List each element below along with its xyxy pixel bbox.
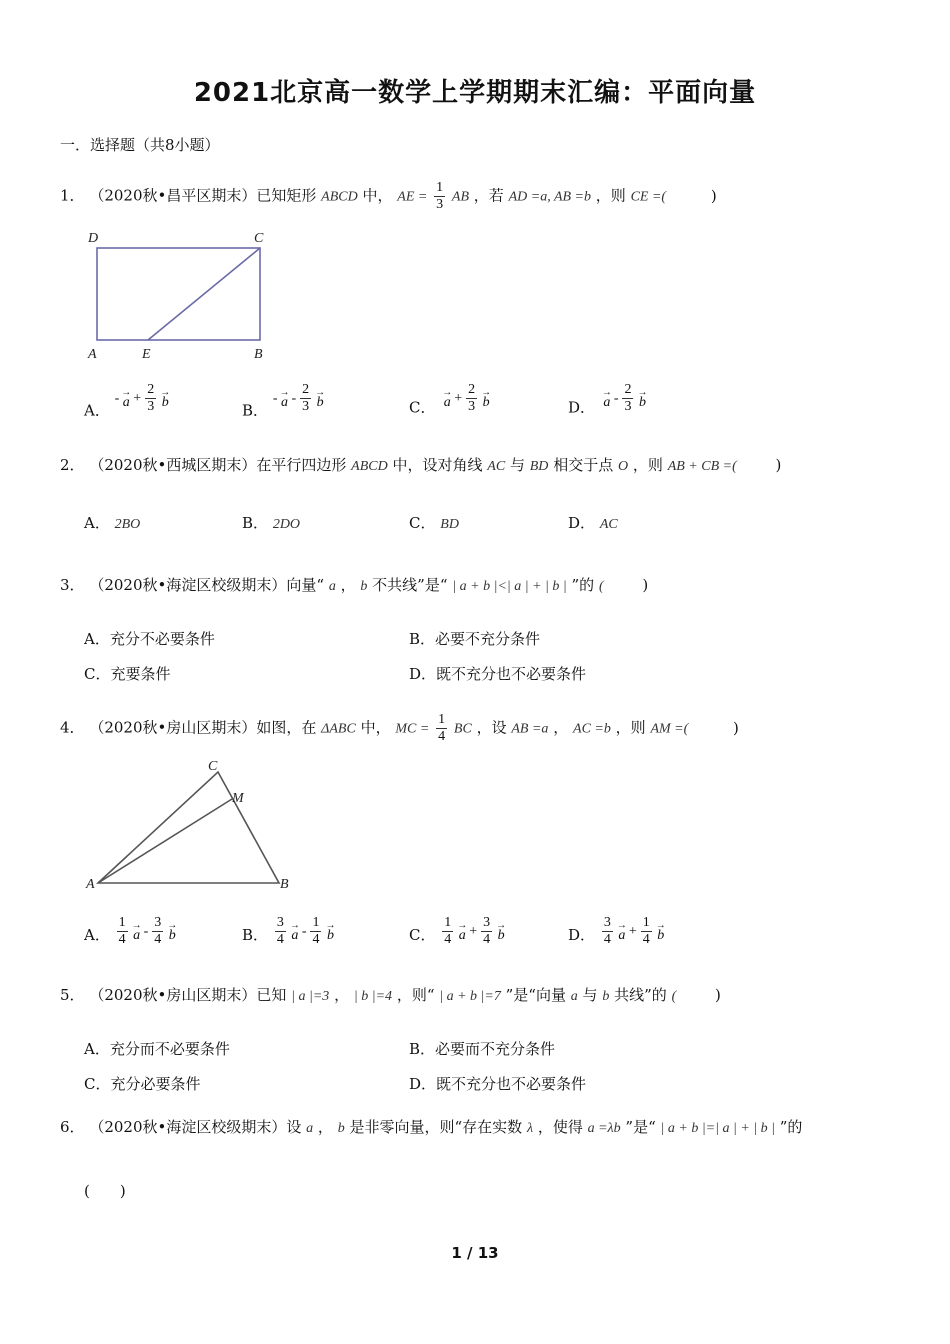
question-text: ”的: [779, 1118, 803, 1136]
question-text: 是非零向量，则“存在实数: [349, 1118, 523, 1136]
option-4c[interactable]: C． $\frac{1}{4}$ → a + $\frac{3}{4}$ → b: [409, 915, 507, 947]
question-text: ，若: [473, 186, 504, 205]
math-expr: AC =b: [573, 721, 611, 737]
label-a: A: [88, 347, 97, 362]
answer-paren: ( ): [84, 1182, 126, 1200]
question-text: ，设: [476, 718, 507, 737]
section-heading: 一．选择题（共8小题）: [60, 136, 220, 154]
question-text: （2020秋•房山区期末）如图，在: [89, 718, 317, 737]
question-text: ”是“: [625, 1118, 656, 1136]
math-expr: CE =(: [630, 189, 667, 205]
question-text: ，使得: [537, 1118, 583, 1136]
question-text: （2020秋•西城区期末）在平行四边形: [89, 456, 347, 474]
option-2d[interactable]: D． AC: [568, 514, 618, 532]
option-2c[interactable]: C． BD: [409, 514, 459, 532]
math-expr: | b |=4: [353, 989, 393, 1004]
question-text: 相交于点: [553, 456, 614, 474]
math-expr: (: [598, 579, 604, 594]
option-5b[interactable]: B．必要而不充分条件: [409, 1040, 556, 1058]
question-text: （2020秋•昌平区期末）已知矩形: [89, 186, 317, 205]
question-text: ”是“向量: [505, 986, 566, 1004]
math-expr: AC: [487, 459, 506, 474]
question-text: ，: [334, 986, 350, 1004]
segment-ce: [148, 248, 260, 340]
question-text: 不共线”是“: [372, 576, 448, 594]
option-3b[interactable]: B．必要不充分条件: [409, 630, 541, 648]
question-text: ，则: [595, 186, 626, 205]
math-expr: ABCD: [321, 189, 358, 205]
label-a: A: [86, 877, 95, 892]
option-5d[interactable]: D．既不充分也不必要条件: [409, 1075, 587, 1093]
question-number: 6．: [60, 1118, 85, 1136]
math-expr: ABCD: [351, 459, 388, 474]
question-4: [60, 712, 739, 745]
question-text: ，: [553, 718, 569, 737]
question-6: [60, 1116, 802, 1137]
question-text: 共线”的: [614, 986, 667, 1004]
math-expr: | a + b |<| a | + | b |: [452, 579, 567, 594]
math-expr: a: [328, 579, 336, 594]
option-2b[interactable]: B． 2DO: [242, 514, 301, 532]
math-expr: λ: [526, 1121, 534, 1136]
math-expr: AE =: [397, 189, 428, 205]
question-text: ，则: [632, 456, 663, 474]
math-expr: b: [360, 579, 368, 594]
option-1a[interactable]: A． - → a + $\frac{2}{3}$ → b: [84, 382, 171, 420]
rectangle-abcd: [97, 248, 260, 340]
option-3d[interactable]: D．既不充分也不必要条件: [409, 665, 587, 683]
math-expr: AM =(: [650, 721, 689, 737]
math-expr: O: [618, 459, 629, 474]
question-number: 2．: [60, 456, 85, 474]
option-4d[interactable]: D． $\frac{3}{4}$ → a + $\frac{1}{4}$ → b: [568, 915, 666, 947]
segment-am: [98, 799, 232, 883]
math-expr: AB =a: [511, 721, 549, 737]
option-4b[interactable]: B． $\frac{3}{4}$ → a - $\frac{1}{4}$ → b: [242, 915, 336, 947]
math-expr: | a |=3: [291, 989, 330, 1004]
math-expr: AB: [451, 189, 470, 205]
option-3a[interactable]: A．充分不必要条件: [84, 630, 215, 648]
question-text: 中，设对角线: [392, 456, 483, 474]
question-number: 1．: [60, 186, 85, 205]
option-1b[interactable]: B． - → a - $\frac{2}{3}$ → b: [242, 382, 326, 420]
question-text: 中，: [360, 718, 391, 737]
math-expr: ΔABC: [321, 721, 356, 737]
question-text: ”的: [571, 576, 595, 594]
math-expr: b: [337, 1121, 345, 1136]
close-paren: ): [733, 718, 739, 737]
option-1d[interactable]: D． → a - $\frac{2}{3}$ → b: [568, 382, 648, 417]
fraction: $\frac{1}{4}$: [438, 712, 446, 744]
math-expr: | a + b |=| a | + | b |: [660, 1121, 775, 1136]
label-d: D: [88, 231, 99, 246]
close-paren: ): [710, 186, 717, 205]
option-1c[interactable]: C． → a + $\frac{2}{3}$ → b: [409, 382, 492, 417]
question-text: （2020秋•海淀区校级期末）设: [89, 1118, 302, 1136]
question-text: （2020秋•房山区期末）已知: [89, 986, 287, 1004]
triangle-figure: [84, 754, 304, 894]
question-number: 3．: [60, 576, 85, 594]
fraction: $\frac{1}{3}$: [436, 180, 444, 212]
label-b: B: [254, 347, 263, 362]
math-expr: a: [306, 1121, 314, 1136]
page-number: 1 / 13: [451, 1244, 499, 1262]
question-text: ，: [340, 576, 356, 594]
math-expr: b: [602, 989, 610, 1004]
question-number: 5．: [60, 986, 85, 1004]
close-paren: ): [715, 986, 721, 1004]
option-5c[interactable]: C．充分必要条件: [84, 1075, 201, 1093]
question-text: ，: [317, 1118, 333, 1136]
document-title: 2021北京高一数学上学期期末汇编：平面向量: [193, 78, 757, 108]
math-expr: | a + b |=7: [439, 989, 501, 1004]
label-c: C: [208, 759, 218, 774]
question-text: ，则“: [396, 986, 435, 1004]
label-c: C: [254, 231, 264, 246]
math-expr: AB + CB =(: [667, 459, 737, 474]
math-expr: AD =a, AB =b: [508, 189, 592, 205]
option-3c[interactable]: C．充要条件: [84, 665, 171, 683]
option-2a[interactable]: A． 2BO: [84, 514, 141, 532]
question-5: [60, 984, 721, 1005]
math-expr: a: [570, 989, 578, 1004]
question-text: ，则: [615, 718, 646, 737]
math-expr: BD: [529, 459, 549, 474]
label-m: M: [232, 791, 244, 806]
label-b: B: [280, 877, 289, 892]
math-expr: BC: [453, 721, 472, 737]
question-text: 中，: [362, 186, 393, 205]
question-number: 4．: [60, 718, 85, 737]
question-1: [60, 180, 717, 213]
question-3: [60, 574, 648, 595]
close-paren: ): [642, 576, 649, 594]
rectangle-figure: [84, 226, 284, 366]
math-expr: (: [671, 989, 677, 1004]
option-5a[interactable]: A．充分而不必要条件: [84, 1040, 230, 1058]
math-expr: a =λb: [587, 1121, 621, 1136]
question-text: （2020秋•海淀区校级期末）向量“: [89, 576, 325, 594]
label-e: E: [142, 347, 151, 362]
close-paren: ): [775, 456, 782, 474]
option-4a[interactable]: A． $\frac{1}{4}$ → a - $\frac{3}{4}$ → b: [84, 915, 178, 947]
math-expr: MC =: [395, 721, 430, 737]
question-text: 与: [509, 456, 525, 474]
question-2: [60, 454, 781, 475]
question-text: 与: [582, 986, 598, 1004]
